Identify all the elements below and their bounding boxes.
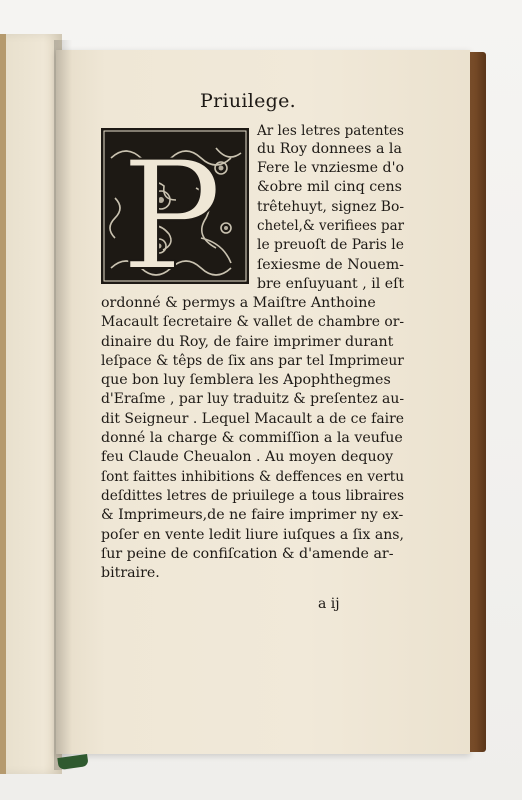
text-line: ordonné & permys a Maiſtre Anthoine — [101, 295, 376, 311]
text-line: & Imprimeurs,de ne faire imprimer ny ex- — [101, 507, 404, 523]
text-line: le preuoſt de Paris le — [257, 237, 404, 253]
text-line: poſer en vente ledit liure iuſques a ſix ans, — [101, 527, 404, 543]
decorated-initial-letter — [101, 128, 249, 284]
left-binding-edge — [0, 34, 6, 774]
text-line: feu Claude Cheualon . Au moyen dequoy — [101, 449, 394, 465]
text-line: bitraire. — [101, 565, 160, 581]
text-line: trêtehuyt, signez Bo- — [257, 199, 405, 215]
text-line: bre enſuyuant , il eſt — [257, 276, 405, 292]
page-heading: Priuilege. — [200, 90, 297, 112]
text-line: donné la charge & commiſſion a la veufue — [101, 430, 403, 446]
initial-letter-glyph: P — [121, 130, 222, 284]
text-line: Fere le vnziesme d'o — [257, 160, 405, 176]
text-line: chetel,& verifiees par — [257, 218, 404, 234]
text-line: &obre mil cinq cens — [257, 179, 402, 195]
text-line: ſexiesme de Nouem- — [257, 257, 404, 273]
text-line: Ar les letres patentes — [257, 123, 404, 139]
text-line: que bon luy ſemblera les Apophthegmes — [101, 372, 391, 388]
text-line: ſur peine de confiſcation & d'amende ar- — [101, 546, 394, 562]
text-line: d'Eraſme , par luy traduitz & preſentez au- — [101, 391, 405, 407]
text-line: dit Seigneur . Lequel Macault a de ce faire — [101, 411, 404, 427]
text-line: ſont faittes inhibitions & deffences en vertu — [101, 469, 405, 485]
signature-mark: a ij — [318, 596, 340, 612]
text-line: du Roy donnees a la — [257, 141, 402, 157]
text-line: Macault ſecretaire & vallet de chambre or- — [101, 314, 405, 330]
facing-page — [0, 34, 62, 774]
page-gutter-shadow — [54, 40, 72, 770]
text-line: dinaire du Roy, de faire imprimer durant — [101, 334, 394, 350]
text-line: deſdittes letres de priuilege a tous libraires — [101, 488, 405, 504]
text-line: leſpace & têps de ſix ans par tel Imprimeur — [101, 353, 404, 369]
